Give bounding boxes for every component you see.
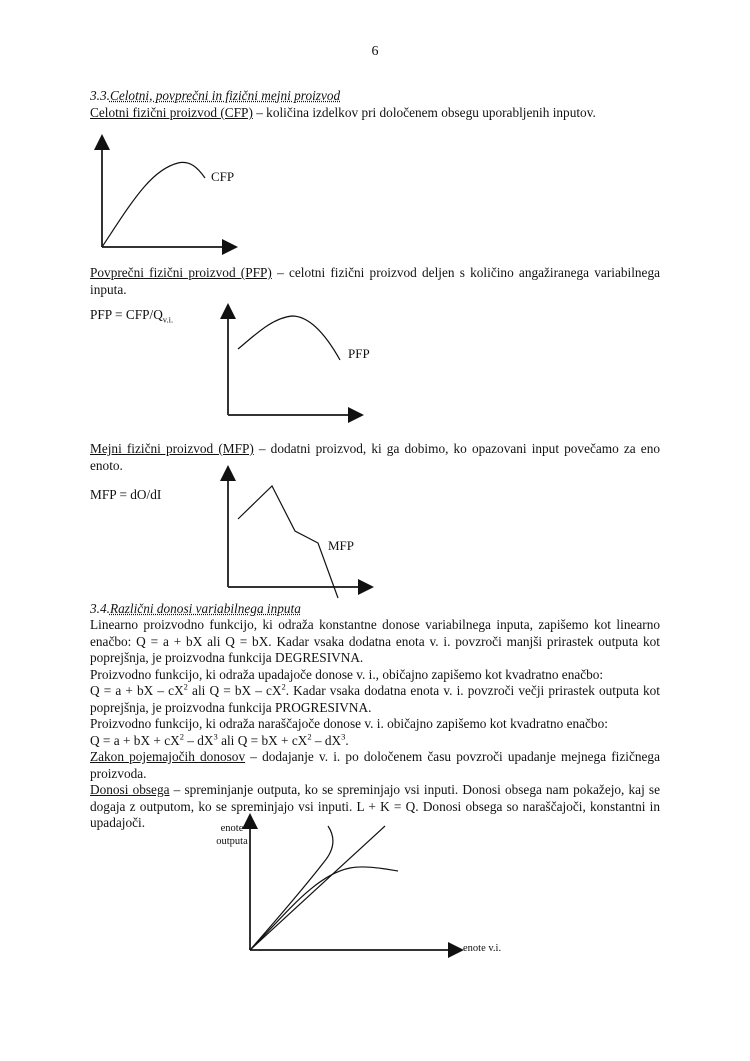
paragraph-increasing: Proizvodno funkcijo, ki odraža naraščajoče donose v. i. običajno zapišemo kot kvadratno enačbo: — [90, 716, 608, 731]
pfp-term: Povprečni fizični proizvod (PFP) — [90, 265, 272, 280]
y-label-line-1: enote — [220, 823, 244, 834]
paragraph-quadratic: Q = a + bX – $cX^2$ ali Q = bX – $cX^2$. Kadar vsaka dodatna enota v. i. povzroči večji prirastek outputa kot poprejšnja, je proizvodna funkcija PROGRESIVNA. — [90, 681, 660, 715]
paragraph-linear: Linearno proizvodno funkcijo, ki odraža konstantne donose variabilnega inputa, zapišemo kot linearno enačbo: Q = a + bX ali Q = bX. Kadar vsaka dodatna enota v. i. povzroči manjši prirastek outputa kot poprejšnja, je proizvodna funkcija DEGRESIVNA. — [90, 617, 660, 665]
y-label-line-2: outputa — [216, 836, 248, 847]
section-number: 3.3. — [90, 88, 110, 103]
paragraph-law: Zakon pojemajočih donosov – dodajanje v. i. po določenem času povzroči upadanje mejnega fizičnega proizvoda. — [90, 749, 660, 781]
constant-returns-line — [250, 826, 385, 950]
page-number: 6 — [371, 44, 379, 59]
pfp-formula-main: PFP = CFP/Q — [90, 307, 163, 322]
paragraph-cubic: Q = a + bX + $cX^2 - dX^3$ ali Q = bX + $cX^2 - dX^3$. — [90, 731, 349, 748]
law-term: Zakon pojemajočih donosov — [90, 749, 246, 764]
section-title: Celotni, povprečni in fizični mejni proizvod — [109, 88, 341, 103]
section-title: Različni donosi variabilnega inputa — [109, 601, 301, 616]
mfp-formula: MFP = dO/dI — [90, 487, 162, 502]
mfp-term: Mejni fizični proizvod (MFP) — [90, 441, 254, 456]
mfp-def-text: – dodatni proizvod, ki ga dobimo, ko opazovani input povečamo za eno enoto. — [90, 441, 661, 473]
cfp-def-text: – količina izdelkov pri določenem obsegu uporabljenih inputov. — [252, 105, 596, 120]
y-axis-label — [210, 822, 254, 848]
mfp-graph-label: MFP — [328, 538, 355, 553]
decreasing-returns-curve — [250, 867, 398, 950]
section-number: 3.4. — [90, 601, 110, 616]
pfp-def-text: – celotni fizični proizvod deljen s količino angažiranega variabilnega inputa. — [90, 265, 660, 297]
scale-term: Donosi obsega — [90, 782, 170, 797]
cfp-term: Celotni fizični proizvod (CFP) — [90, 105, 253, 120]
x-axis-label: enote v.i. — [463, 943, 502, 954]
pfp-formula-sub: v.i. — [162, 314, 174, 325]
pfp-graph-label: PFP — [348, 346, 370, 361]
cfp-graph-label: CFP — [211, 169, 235, 184]
paragraph-scale: Donosi obsega – spreminjanje outputa, ko se spreminjajo vsi inputi. Donosi obsega nam pokažejo, kaj se dogaja z outputom, ko se spreminjajo vsi inputi. L + K = Q. Donosi obsega so naraščajoči, konstantni in upadajoči. — [90, 782, 661, 830]
paragraph-declining: Proizvodno funkcijo, ki odraža upadajoče donose v. i., običajno zapišemo kot kvadratno enačbo: — [90, 666, 604, 682]
increasing-returns-curve — [250, 826, 333, 950]
